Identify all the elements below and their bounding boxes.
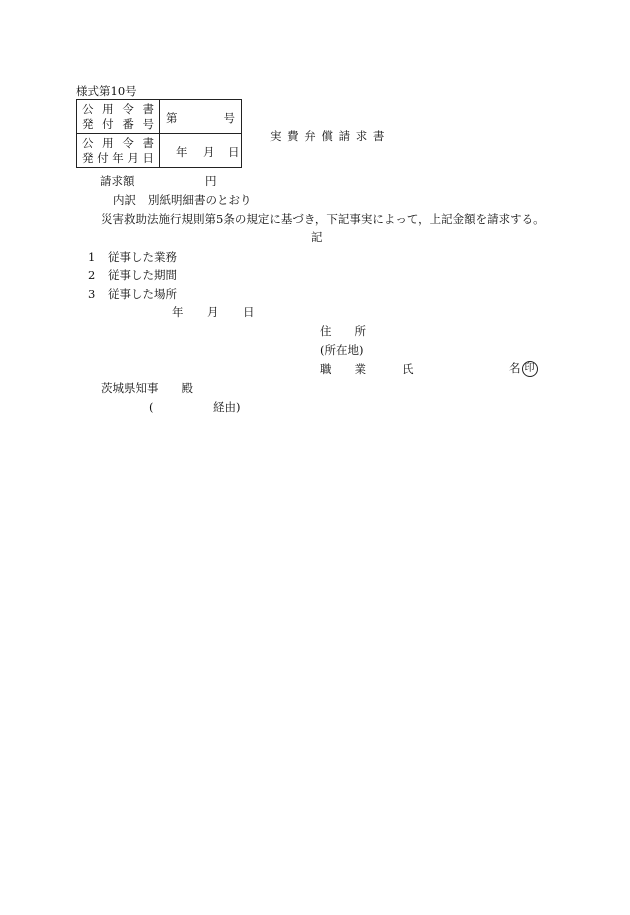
order-number-prefix: 第 xyxy=(166,111,178,125)
occupation-label: 職 業 xyxy=(320,362,366,376)
seal-mark: 印 xyxy=(522,361,538,377)
form-number: 様式第10号 xyxy=(76,84,137,98)
date-month: 月 xyxy=(207,305,219,319)
order-number-value-cell xyxy=(160,100,242,134)
order-date-label-cell xyxy=(77,134,160,168)
order-date-value-cell xyxy=(160,134,242,168)
location-label: (所在地) xyxy=(320,343,364,357)
addressee: 茨城県知事 殿 xyxy=(101,381,193,395)
item-1-number: 1 xyxy=(88,250,96,264)
item-1-text: 従事した業務 xyxy=(108,250,177,264)
order-date-month: 月 xyxy=(203,145,215,159)
name-label-char: 名 xyxy=(509,361,521,375)
address-label: 住 所 xyxy=(320,324,366,338)
order-date-year: 年 xyxy=(176,145,188,159)
ki-heading: 記 xyxy=(311,230,323,244)
order-number-suffix: 号 xyxy=(223,111,235,125)
item-3-number: 3 xyxy=(88,287,96,301)
via-open-paren: ( xyxy=(149,400,154,414)
date-year: 年 xyxy=(172,305,184,319)
date-day: 日 xyxy=(243,305,255,319)
breakdown-text: 別紙明細書のとおり xyxy=(148,193,252,207)
order-number-label-line2: 発付番号 xyxy=(82,116,154,131)
item-2-number: 2 xyxy=(88,268,96,282)
item-2-text: 従事した期間 xyxy=(108,268,177,282)
order-date-day: 日 xyxy=(228,145,240,159)
name-label-first: 氏 xyxy=(402,362,414,376)
statement-text: 災害救助法施行規則第5条の規定に基づき，下記事実によって，上記金額を請求する。 xyxy=(101,212,545,226)
order-info-table xyxy=(76,99,242,168)
via-text: 経由) xyxy=(213,400,241,414)
claim-amount-label: 請求額 xyxy=(100,174,135,188)
order-number-label-cell xyxy=(77,100,160,134)
breakdown-label: 内訳 xyxy=(113,193,136,207)
document-title: 実 費 弁 償 請 求 書 xyxy=(270,129,386,143)
name-label-second xyxy=(509,361,538,377)
order-number-label-line1: 公用令書 xyxy=(82,101,154,116)
order-date-label-line1: 公用令書 xyxy=(82,135,154,150)
claim-amount-unit: 円 xyxy=(205,174,217,188)
order-date-label-line2: 発付年月日 xyxy=(82,150,154,165)
item-3-text: 従事した場所 xyxy=(108,287,177,301)
